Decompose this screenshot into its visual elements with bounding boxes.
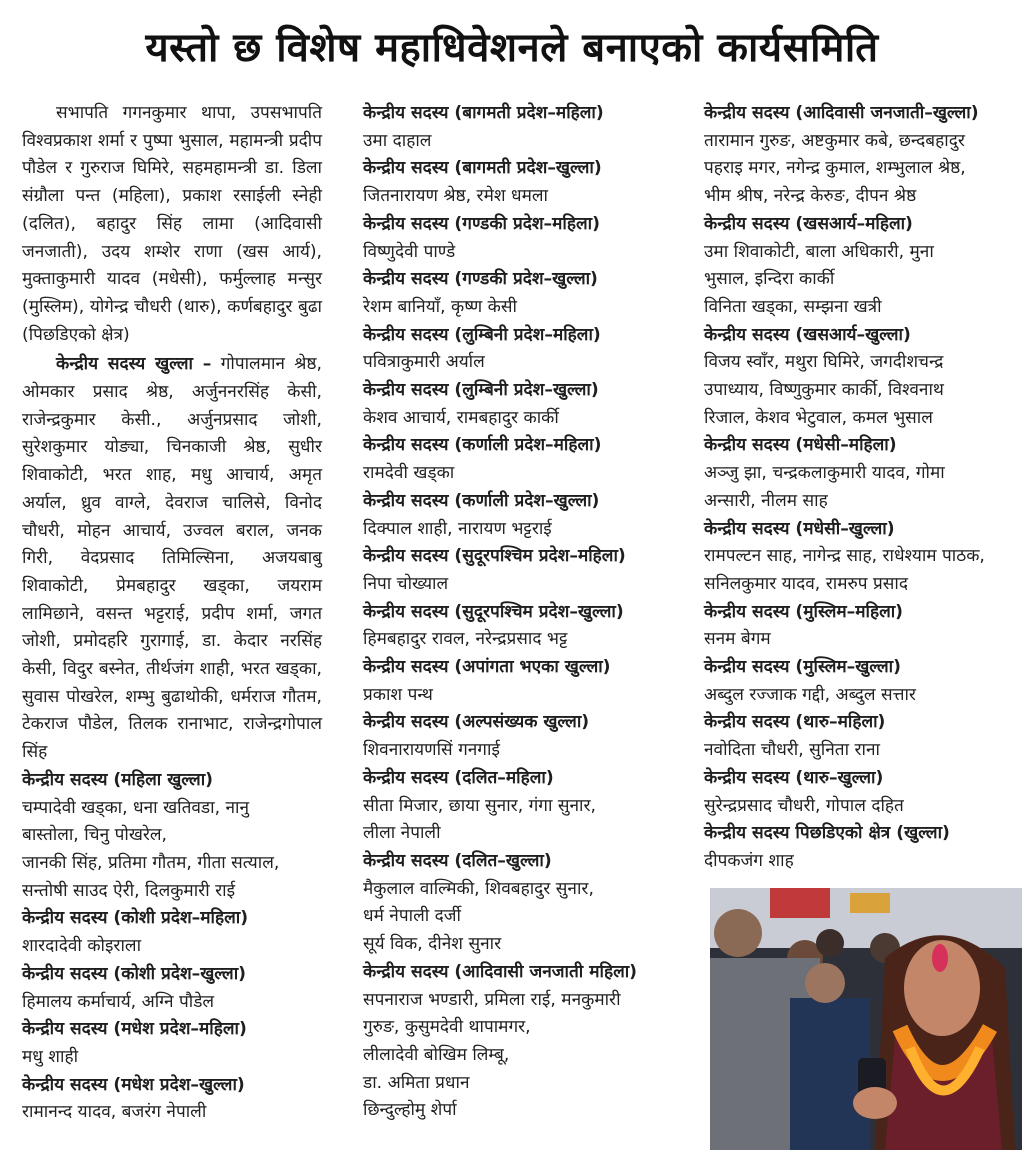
section-heading: केन्द्रीय सदस्य (मुस्लिम–महिला) — [704, 601, 904, 622]
section-heading: केन्द्रीय सदस्य (लुम्बिनी प्रदेश–खुल्ला) — [363, 380, 599, 401]
section-heading: केन्द्रीय सदस्य (सुदूरपश्चिम प्रदेश–खुल्ला) — [363, 601, 624, 622]
section-heading: केन्द्रीय सदस्य (बागमती प्रदेश–महिला) — [363, 103, 604, 123]
member-names-line: शारदादेवी कोइराला — [22, 936, 142, 957]
section-heading: केन्द्रीय सदस्य (मधेसी–महिला) — [704, 435, 897, 456]
member-names-line: रिजाल, केशव भेटुवाल, कमल भुसाल — [704, 407, 933, 428]
member-names-line: सीता मिजार, छाया सुनार, गंगा सुनार, — [363, 795, 596, 816]
member-names-line: विजय स्वाँर, मथुरा घिमिरे, जगदीशचन्द्र — [704, 352, 944, 373]
section-heading: केन्द्रीय सदस्य (कोशी प्रदेश–महिला) — [22, 908, 249, 929]
member-names-line: शिवनारायणसिं गनगाई — [363, 740, 500, 761]
member-names-line: केशव आचार्य, रामबहादुर कार्की — [363, 407, 559, 428]
section-heading: केन्द्रीय सदस्य (थारु–महिला) — [704, 712, 886, 733]
column-1 — [22, 100, 322, 1127]
section-heading: केन्द्रीय सदस्य (अपांगता भएका खुल्ला) — [363, 657, 611, 678]
member-names-line: नवोदिता चौधरी, सुनिता राना — [704, 740, 880, 761]
section-heading: केन्द्रीय सदस्य (गण्डकी प्रदेश–महिला) — [363, 213, 600, 234]
member-names-line: पहराइ मगर, नगेन्द्र कुमाल, शम्भुलाल श्रेष्ठ, — [704, 158, 966, 179]
section-heading: केन्द्रीय सदस्य (खसआर्य–खुल्ला) — [704, 324, 911, 345]
member-names-line: उमा दाहाल — [363, 130, 432, 151]
section-heading: केन्द्रीय सदस्य (मधेसी–खुल्ला) — [704, 518, 895, 539]
member-names-line: रामदेवी खड्का — [363, 463, 455, 484]
section-heading: केन्द्रीय सदस्य (दलित–खुल्ला) — [363, 850, 552, 871]
member-names-line: दिक्पाल शाही, नारायण भट्टराई — [363, 518, 552, 539]
member-names-line: छिन्दुल्होमु शेर्पा — [363, 1100, 457, 1121]
column-1-sections — [22, 767, 322, 1127]
member-names-line: अञ्जु झा, चन्द्रकलाकुमारी यादव, गोमा — [704, 463, 945, 484]
photo-illustration — [710, 888, 1022, 1150]
section-heading: केन्द्रीय सदस्य (कोशी प्रदेश–खुल्ला) — [22, 963, 247, 984]
member-names-line: सनम बेगम — [704, 629, 771, 650]
member-names-line: तारामान गुरुङ, अष्टकुमार कबे, छन्दबहादुर — [704, 130, 965, 151]
section-heading: केन्द्रीय सदस्य (आदिवासी जनजाती–खुल्ला) — [704, 103, 979, 123]
member-names-line: सूर्य विक, दीनेश सुनार — [363, 934, 502, 955]
member-names-line: अब्दुल रज्जाक गद्दी, अब्दुल सत्तार — [704, 684, 916, 705]
section-heading: केन्द्रीय सदस्य (गण्डकी प्रदेश–खुल्ला) — [363, 269, 598, 290]
member-names-line: मधु शाही — [22, 1046, 79, 1067]
section-heading: केन्द्रीय सदस्य (सुदूरपश्चिम प्रदेश–महिला) — [363, 546, 626, 567]
member-names-line: सनिलकुमार यादव, रामरुप प्रसाद — [704, 573, 908, 594]
member-names-line: चम्पादेवी खड्का, धना खतिवडा, नानु — [22, 797, 250, 818]
member-names-line: डा. अमिता प्रधान — [363, 1072, 470, 1093]
section-heading: केन्द्रीय सदस्य (बागमती प्रदेश–खुल्ला) — [363, 158, 602, 179]
section-heading: केन्द्रीय सदस्य (कर्णाली प्रदेश–महिला) — [363, 435, 602, 456]
section-heading: केन्द्रीय सदस्य पिछडिएको क्षेत्र (खुल्ला) — [704, 823, 950, 844]
member-names-line: धर्म नेपाली दर्जी — [363, 906, 461, 927]
column-2 — [363, 100, 663, 1125]
central-members-open-heading: केन्द्रीय सदस्य खुल्ला – — [56, 354, 212, 375]
member-names-line: सन्तोषी साउद ऐरी, दिलकुमारी राई — [22, 880, 236, 901]
member-names-line: सुरेन्द्रप्रसाद चौधरी, गोपाल दहित — [704, 795, 904, 816]
section-heading: केन्द्रीय सदस्य (आदिवासी जनजाती महिला) — [363, 961, 638, 982]
section-heading: केन्द्रीय सदस्य (महिला खुल्ला) — [22, 769, 213, 790]
central-members-open-paragraph — [22, 351, 322, 767]
member-names-line: विनिता खड्का, सम्झना खत्री — [704, 296, 882, 317]
member-names-line: रामानन्द यादव, बजरंग नेपाली — [22, 1102, 207, 1123]
member-names-line: उपाध्याय, विष्णुकुमार कार्की, विश्वनाथ — [704, 380, 944, 401]
column-3-sections — [704, 100, 1004, 876]
column-3 — [704, 100, 1004, 876]
section-heading: केन्द्रीय सदस्य (खसआर्य–महिला) — [704, 213, 913, 234]
section-heading: केन्द्रीय सदस्य (थारु–खुल्ला) — [704, 767, 884, 788]
central-members-open-names: गोपालमान श्रेष्ठ, ओमकार प्रसाद श्रेष्ठ, अर्जुननरसिंह केसी, राजेन्द्रकुमार केसी., अर्जुनप्रसाद जोशी, सुरेशकुमार योङ्या, चिनकाजी श्रेष्ठ, सुधीर शिवाकोटी, भरत शाह, मधु आचार्य, अमृत अर्याल, ध्रुव वाग्ले, देवराज चालिसे, विनोद चौधरी, मोहन आचार्य, उज्वल बराल, जनक गिरी, वेदप्रसाद तिमिल्सिना, अजयबाबु शिवाकोटी, प्रेमबहादुर खड्का, जयराम लामिछाने, वसन्त भट्टराई, प्रदीप शर्मा, जगत जोशी, प्रमोदहरि गुरागाई, डा. केदार नरसिंह केसी, विदुर बस्नेत, तीर्थजंग शाही, भरत खड्का, सुवास पोखरेल, शम्भु बुढाथोकी, धर्मराज गौतम, टेकराज पौडेल, तिलक रानाभाट, राजेन्द्रगोपाल सिंह — [22, 354, 323, 763]
member-names-line: सपनाराज भण्डारी, प्रमिला राई, मनकुमारी — [363, 989, 621, 1010]
member-names-line: जानकी सिंह, प्रतिमा गौतम, गीता सत्याल, — [22, 852, 280, 873]
member-names-line: रेशम बानियाँ, कृष्ण केसी — [363, 296, 517, 317]
member-names-line: उमा शिवाकोटी, बाला अधिकारी, मुना — [704, 241, 934, 262]
member-names-line: जितनारायण श्रेष्ठ, रमेश धमला — [363, 186, 548, 207]
member-names-line: विष्णुदेवी पाण्डे — [363, 241, 456, 262]
member-names-line: गुरुङ, कुसुमदेवी थापामगर, — [363, 1017, 531, 1038]
section-heading: केन्द्रीय सदस्य (मधेश प्रदेश–महिला) — [22, 1019, 247, 1040]
office-bearers-paragraph: सभापति गगनकुमार थापा, उपसभापति विश्वप्रकाश शर्मा र पुष्पा भुसाल, महामन्त्री प्रदीप पौडेल र गुरुराज घिमिरे, सहमहामन्त्री डा. डिला संग्रौला पन्त (महिला), प्रकाश रसाईली स्नेही (दलित), बहादुर सिंह लामा (आदिवासी जनजाती), उदय शम्शेर राणा (खस आर्य), मुक्ताकुमारी यादव (मधेसी), फर्मुल्लाह मन्सुर (मुस्लिम), योगेन्द्र चौधरी (थारु), कर्णबहादुर बुढा (पिछडिएको क्षेत्र) — [22, 103, 322, 345]
member-names-line: पवित्राकुमारी अर्याल — [363, 352, 485, 373]
section-heading: केन्द्रीय सदस्य (दलित–महिला) — [363, 767, 554, 788]
member-names-line: लीला नेपाली — [363, 823, 441, 844]
section-heading: केन्द्रीय सदस्य (अल्पसंख्यक खुल्ला) — [363, 712, 590, 733]
member-names-line: लीलादेवी बोखिम लिम्बू, — [363, 1044, 510, 1065]
member-names-line: बास्तोला, चिनु पोखरेल, — [22, 825, 168, 846]
member-names-line: हिमालय कर्माचार्य, अग्नि पौडेल — [22, 991, 215, 1012]
member-names-line: भुसाल, इन्दिरा कार्की — [704, 269, 835, 290]
member-names-line: निपा चोख्याल — [363, 573, 449, 594]
member-names-line: प्रकाश पन्थ — [363, 684, 433, 705]
member-names-line: मैकुलाल वाल्मिकी, शिवबहादुर सुनार, — [363, 878, 594, 899]
member-names-line: अन्सारी, नीलम साह — [704, 490, 828, 511]
member-names-line: हिमबहादुर रावल, नरेन्द्रप्रसाद भट्ट — [363, 629, 568, 650]
member-names-line: रामपल्टन साह, नागेन्द्र साह, राधेश्याम पाठक, — [704, 546, 985, 567]
member-names-line: दीपकजंग शाह — [704, 850, 794, 871]
section-heading: केन्द्रीय सदस्य (कर्णाली प्रदेश–खुल्ला) — [363, 490, 600, 511]
section-heading: केन्द्रीय सदस्य (मुस्लिम–खुल्ला) — [704, 657, 901, 678]
section-heading: केन्द्रीय सदस्य (लुम्बिनी प्रदेश–महिला) — [363, 324, 601, 345]
news-photo — [710, 888, 1022, 1150]
page-title: यस्तो छ विशेष महाधिवेशनले बनाएको कार्यसमिति — [145, 25, 879, 71]
member-names-line: भीम श्रीष, नरेन्द्र केरुङ, दीपन श्रेष्ठ — [704, 186, 917, 207]
column-2-sections — [363, 100, 663, 1125]
section-heading: केन्द्रीय सदस्य (मधेश प्रदेश–खुल्ला) — [22, 1074, 245, 1095]
